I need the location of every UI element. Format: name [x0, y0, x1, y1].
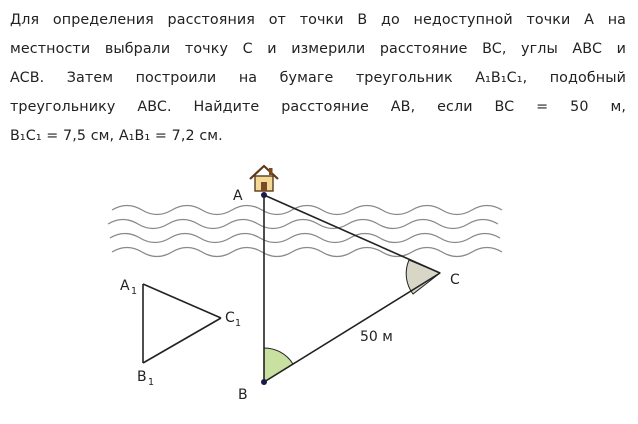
label-b1: B — [137, 369, 147, 385]
segment-b1c1 — [143, 318, 221, 363]
problem-line-2: местности выбрали точку C и измерили расстояние BC, углы ABC и — [10, 41, 626, 57]
segment-ac — [264, 195, 440, 273]
label-c1: C — [225, 310, 235, 326]
river-wave-1 — [112, 206, 502, 215]
house-icon — [250, 166, 278, 191]
river-wave-2 — [108, 220, 498, 229]
problem-line-4: треугольнику ABC. Найдите расстояние AB, если BC = 50 м, — [10, 99, 626, 115]
segment-a1c1 — [143, 284, 221, 318]
label-b1-sub: 1 — [148, 377, 155, 388]
problem-line-1: Для определения расстояния от точки B до недоступной точки A на — [10, 12, 626, 28]
label-b: B — [238, 387, 248, 403]
angle-b-mark — [264, 348, 293, 382]
label-a1-sub: 1 — [131, 286, 138, 297]
problem-line-3: ACB. Затем построили на бумаге треугольник A₁B₁C₁, подобный — [10, 70, 626, 86]
problem-line-5: B₁C₁ = 7,5 см, A₁B₁ = 7,2 см. — [10, 128, 223, 144]
label-a: A — [233, 188, 243, 204]
segment-bc — [264, 273, 440, 382]
river-wave-3 — [110, 234, 500, 243]
point-a-dot — [261, 192, 267, 198]
point-b-dot — [261, 379, 267, 385]
label-c: C — [450, 272, 460, 288]
label-c1-sub: 1 — [235, 318, 242, 329]
label-bc-length: 50 м — [360, 329, 393, 345]
triangle-a1b1c1 — [143, 284, 221, 363]
label-a1: A — [120, 278, 130, 294]
river-wave-4 — [112, 248, 502, 257]
